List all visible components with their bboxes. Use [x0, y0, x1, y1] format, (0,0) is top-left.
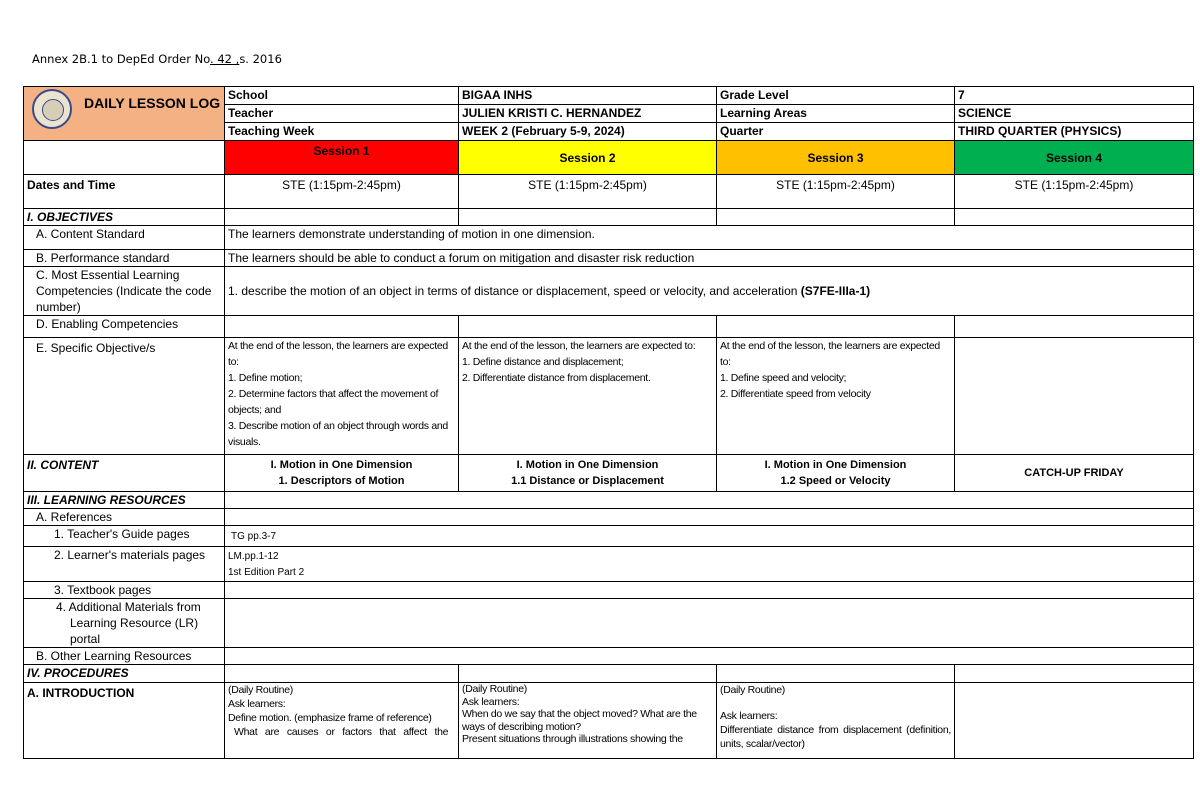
- specific-objectives-label: E. Specific Objective/s: [24, 338, 225, 455]
- quarter-label: Quarter: [717, 123, 955, 141]
- performance-standard-label: B. Performance standard: [24, 250, 225, 267]
- session-1-time: STE (1:15pm-2:45pm): [225, 175, 459, 209]
- order-number: . 42 ,: [210, 52, 240, 66]
- enabling-competencies-label: D. Enabling Competencies: [24, 316, 225, 338]
- session-3-introduction: (Daily Routine) Ask learners: Differentiate distance from displacement (definition, units, scalar/vector): [717, 683, 955, 759]
- session-3-objectives: At the end of the lesson, the learners are expected to: 1. Define speed and velocity; 2. Differentiate speed from velocity: [717, 338, 955, 455]
- annex-header: Annex 2B.1 to DepEd Order No. 42 ,s. 2016: [32, 52, 282, 66]
- learners-materials-label: 2. Learner's materials pages: [24, 547, 225, 582]
- session-3-time: STE (1:15pm-2:45pm): [717, 175, 955, 209]
- session-4-time: STE (1:15pm-2:45pm): [955, 175, 1194, 209]
- session-1-content: I. Motion in One Dimension 1. Descriptors of Motion: [225, 455, 459, 492]
- procedures-heading: IV. PROCEDURES: [24, 665, 225, 683]
- session-1-introduction: (Daily Routine) Ask learners: Define motion. (emphasize frame of reference) What are causes or factors that affect the: [225, 683, 459, 759]
- teacher-value: JULIEN KRISTI C. HERNANDEZ: [459, 105, 717, 123]
- school-label: School: [225, 87, 459, 105]
- melc-label: C. Most Essential Learning Competencies (Indicate the code number): [24, 267, 225, 316]
- session-2-objectives: At the end of the lesson, the learners are expected to: 1. Define distance and displacement; 2. Differentiate distance from displacement.: [459, 338, 717, 455]
- session-2-content: I. Motion in One Dimension 1.1 Distance or Displacement: [459, 455, 717, 492]
- grade-value: 7: [955, 87, 1194, 105]
- introduction-label: A. INTRODUCTION: [24, 683, 225, 759]
- session-2-time: STE (1:15pm-2:45pm): [459, 175, 717, 209]
- quarter-value: THIRD QUARTER (PHYSICS): [955, 123, 1194, 141]
- content-standard-label: A. Content Standard: [24, 226, 225, 250]
- session-1-header: Session 1: [225, 141, 459, 175]
- dll-title: DAILY LESSON LOG: [84, 95, 221, 111]
- logo-cell: [24, 87, 225, 141]
- session-2-header: Session 2: [459, 141, 717, 175]
- area-label: Learning Areas: [717, 105, 955, 123]
- additional-materials-label: 4. Additional Materials from Learning Resource (LR) portal: [24, 599, 225, 648]
- content-heading: II. CONTENT: [24, 455, 225, 492]
- session-4-content: CATCH-UP FRIDAY: [955, 455, 1194, 492]
- session-1-objectives: At the end of the lesson, the learners are expected to: 1. Define motion; 2. Determine factors that affect the movement of objects; and 3. Describe motion of an object through words and visuals.: [225, 338, 459, 455]
- teachers-guide-pages: TG pp.3-7: [225, 526, 1194, 547]
- textbook-label: 3. Textbook pages: [24, 582, 225, 599]
- melc-text: 1. describe the motion of an object in terms of distance or displacement, speed or velocity, and acceleration (S7FE-IIIa-1): [225, 267, 1194, 316]
- performance-standard: The learners should be able to conduct a forum on mitigation and disaster risk reduction: [225, 250, 1194, 267]
- week-label: Teaching Week: [225, 123, 459, 141]
- content-standard: The learners demonstrate understanding of motion in one dimension.: [225, 226, 1194, 250]
- other-resources-label: B. Other Learning Resources: [24, 648, 225, 665]
- session-2-introduction: (Daily Routine) Ask learners: When do we say that the object moved? What are the ways of describing motion? Present situations through illustrations showing the: [459, 683, 717, 759]
- session-3-content: I. Motion in One Dimension 1.2 Speed or Velocity: [717, 455, 955, 492]
- daily-lesson-log-table: [23, 86, 1194, 759]
- teacher-label: Teacher: [225, 105, 459, 123]
- dates-label: Dates and Time: [24, 175, 225, 209]
- school-value: BIGAA INHS: [459, 87, 717, 105]
- week-value: WEEK 2 (February 5-9, 2024): [459, 123, 717, 141]
- deped-seal-icon: [32, 89, 72, 129]
- session-4-header: Session 4: [955, 141, 1194, 175]
- melc-code: (S7FE-IIIa-1): [800, 284, 871, 298]
- resources-heading: III. LEARNING RESOURCES: [24, 492, 225, 509]
- area-value: SCIENCE: [955, 105, 1194, 123]
- teachers-guide-label: 1. Teacher's Guide pages: [24, 526, 225, 547]
- session-corner: [24, 141, 225, 175]
- session-3-header: Session 3: [717, 141, 955, 175]
- grade-label: Grade Level: [717, 87, 955, 105]
- objectives-heading: I. OBJECTIVES: [24, 209, 225, 226]
- references-label: A. References: [24, 509, 225, 526]
- learners-materials-pages: LM.pp.1-12 1st Edition Part 2: [225, 547, 1194, 582]
